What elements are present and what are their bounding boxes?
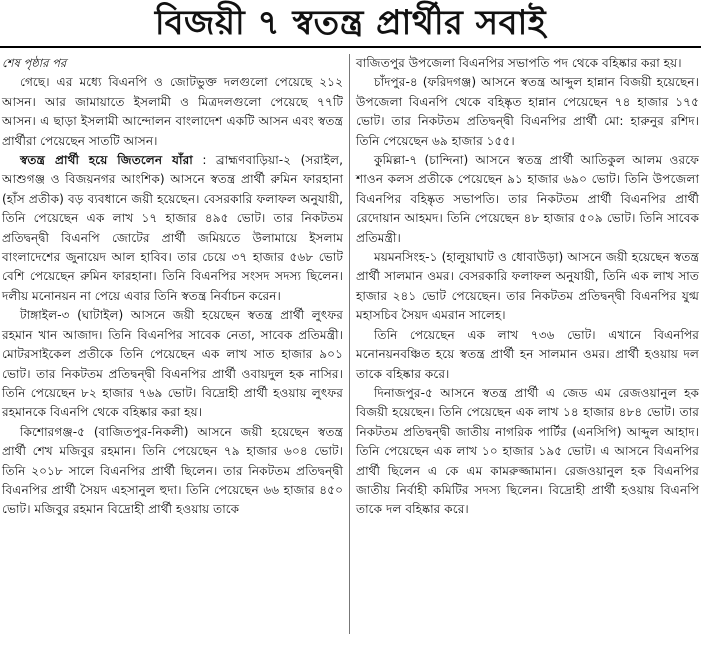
paragraph: দিনাজপুর-৫ আসনে স্বতন্ত্র প্রার্থী এ জেড এম রেজওয়ানুল হক বিজয়ী হয়েছেন। তিনি পেয়েছেন এক লাখ ১৪ হাজার ৪৮৪ ভোট। তার নিকটতম প্রতিদ্বন্দ্বী জাতীয় নাগরিক পার্টির (এনসিপি) আব্দুল আহাদ। তিনি পেয়েছেন এক লাখ ১০ হাজার ১৯৫ ভোট। এ আসনে বিএনপির প্রার্থী ছিলেন এ কে এম কামরুজ্জামান। রেজওয়ানুল হক বিএনপির জাতীয় নির্বাহী কমিটির সদস্য ছিলেন। বিদ্রোহী প্রার্থী হওয়ায় বিএনপি তাকে দল বহিষ্কার করে। [356,385,699,517]
headline: বিজয়ী ৭ স্বতন্ত্র প্রার্থীর সবাই [0,0,701,48]
paragraph: বাজিতপুর উপজেলা বিএনপির সভাপতি পদ থেকে বহিষ্কার করা হয়। [356,56,682,70]
paragraph-text: টাঙ্গাইল-৩ (ঘাটাইল) আসনে জয়ী হয়েছেন স্বতন্ত্র প্রার্থী লুৎফর রহমান খান আজাদ। তিনি বিএনপির সাবেক নেতা, সাবেক প্রতিমন্ত্রী। মোটরসাইকেল প্রতীকে তিনি পেয়েছেন এক লাখ সাত হাজার ৯০১ ভোট। তার নিকটতম প্রতিদ্বন্দ্বী বিএনপির প্রার্থী ওবায়দুল হক নাসির। তিনি পেয়েছেন ৮২ হাজার ৭৬৯ ভোট। বিদ্রোহী প্রার্থী হওয়ায় লুৎফর রহমানকে বিএনপি থেকে বহিষ্কার করা হয়। [2,308,343,420]
paragraph-subhead: স্বতন্ত্র প্রার্থী হয়ে জিতলেন যাঁরা [20,153,193,168]
paragraph [2,306,343,422]
column-divider [349,54,350,634]
paragraph: ময়মনসিংহ-১ (হালুয়াঘাট ও ধোবাউড়া) আসনে জয়ী হয়েছেন স্বতন্ত্র প্রার্থী সালমান ওমর। বেসরকারি ফলাফল অনুযায়ী, তিনি এক লাখ সাত হাজার ২৪১ ভোট পেয়েছেন। তার নিকটতম প্রতিদ্বন্দ্বী বিএনপির যুগ্ম মহাসচিব সৈয়দ এমরান সালেহ। [356,250,699,323]
paragraph: তিনি পেয়েছেন এক লাখ ৭৩৬ ভোট। এখানে বিএনপির মনোনয়নবঞ্চিত হয়ে স্বতন্ত্র প্রার্থী হন সালমান ওমর। প্রার্থী হওয়ায় দল তাকে বহিষ্কার করে। [356,327,699,381]
paragraph [2,73,343,151]
paragraph-text: : ব্রাহ্মণবাড়িয়া-২ (সরাইল, আশুগঞ্জ ও বিজয়নগর আংশিক) আসনে স্বতন্ত্র প্রার্থী রুমিন ফারহানা (হাঁস প্রতীক) বড় ব্যবধানে জয়ী হয়েছেন। বেসরকারি ফলাফল অনুযায়ী, তিনি পেয়েছেন এক লাখ ১৭ হাজার ৪৯৫ ভোট। তার নিকটতম প্রতিদ্বন্দ্বী বিএনপি জোটের প্রার্থী জমিয়তে উলামায়ে ইসলাম বাংলাদেশের জুনায়েদ আল হাবিব। তার চেয়ে ৩৭ হাজার ৫৬৮ ভোট বেশি পেয়েছেন রুমিন ফারহানা। তিনি বিএনপির সংসদ সদস্য ছিলেন। দলীয় মনোনয়ন না পেয়ে এবার তিনি স্বতন্ত্র নির্বাচন করেন। [2,153,343,303]
paragraph-text: কিশোরগঞ্জ-৫ (বাজিতপুর-নিকলী) আসনে জয়ী হয়েছেন স্বতন্ত্র প্রার্থী শেখ মজিবুর রহমান। তিনি পেয়েছেন ৭৯ হাজার ৬০৪ ভোট। তিনি ২০১৮ সালে বিএনপির প্রার্থী ছিলেন। তার নিকটতম প্রতিদ্বন্দ্বী বিএনপির প্রার্থী সৈয়দ এহসানুল হুদা। তিনি পেয়েছেন ৬৬ হাজার ৪৫০ ভোট। মজিবুর রহমান বিদ্রোহী প্রার্থী হওয়ায় তাকে [2,424,343,517]
paragraph-text: গেছে। এর মধ্যে বিএনপি ও জোটভুক্ত দলগুলো পেয়েছে ২১২ আসন। আর জামায়াতে ইসলামী ও মিত্রদলগুলো পেয়েছে ৭৭টি আসন। এ ছাড়া ইসলামী আন্দোলন বাংলাদেশ একটি আসন এবং স্বতন্ত্র প্রার্থীরা পেয়েছেন সাতটি আসন। [2,75,343,148]
paragraph: চাঁদপুর-৪ (ফরিদগঞ্জ) আসনে স্বতন্ত্র আব্দুল হান্নান বিজয়ী হয়েছেন। উপজেলা বিএনপি থেকে বহিষ্কৃত হান্নান পেয়েছেন ৭৪ হাজার ১৭৫ ভোট। তার নিকটতম প্রতিদ্বন্দ্বী বিএনপির প্রার্থী মো: হারুনুর রশিদ। তিনি পেয়েছেন ৬৯ হাজার ১৫৫। [356,75,699,148]
continuation-label: শেষ পৃষ্ঠার পর [2,56,67,70]
paragraph: কুমিল্লা-৭ (চান্দিনা) আসনে স্বতন্ত্র প্রার্থী আতিকুল আলম ওরফে শাওন কলস প্রতীকে পেয়েছেন ৯১ হাজার ৬৯০ ভোট। তিনি উপজেলা বিএনপির বহিষ্কৃত সভাপতি। তার নিকটতম প্রার্থী বিএনপির প্রার্থী রেদোয়ান আহমদ। তিনি পেয়েছেন ৪৮ হাজার ৫০৯ ভোট। তিনি সাবেক প্রতিমন্ত্রী। [356,153,699,245]
paragraph [2,423,343,520]
article-column-right [356,54,699,520]
paragraph [2,151,343,306]
article-column-left [2,54,343,520]
